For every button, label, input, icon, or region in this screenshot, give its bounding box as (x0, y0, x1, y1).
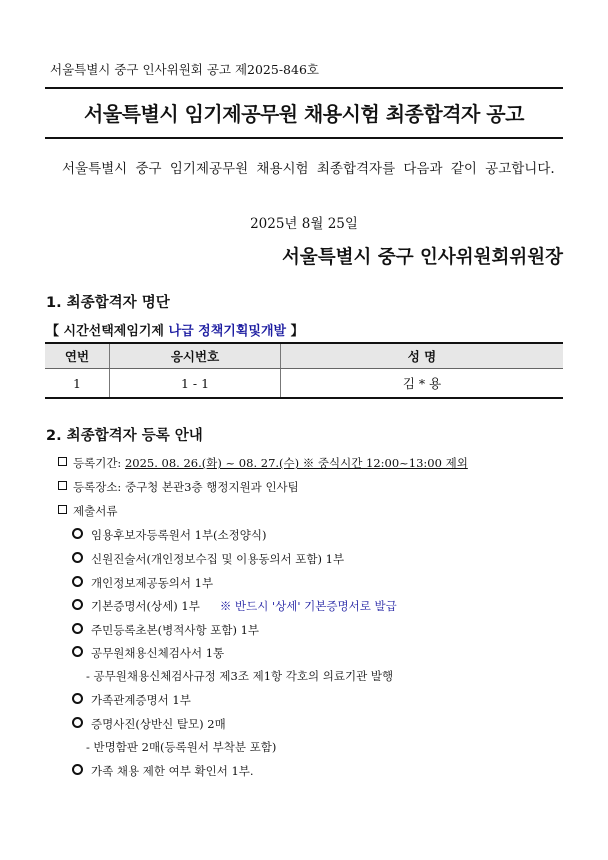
document-text: 기본증명서(상세) 1부 (91, 599, 200, 613)
section2-heading: 2. 최종합격자 등록 안내 (46, 428, 203, 444)
header-exam-number: 응시번호 (110, 343, 281, 369)
document-text: 주민등록초본(병적사항 포함) 1부 (91, 623, 260, 637)
notice-date: 2025년 8월 25일 (250, 216, 358, 232)
document-text: 개인정보제공동의서 1부 (91, 576, 214, 590)
document-sub-note: - 반명함판 2매(등록원서 부착분 포함) (86, 740, 277, 754)
section1-heading: 1. 최종합격자 명단 (46, 295, 170, 311)
list-item (72, 692, 191, 708)
category-label (46, 320, 304, 339)
place-text: 등록장소: 중구청 본관3층 행정지원과 인사팀 (73, 480, 299, 494)
circle-bullet-icon (72, 599, 83, 610)
category-field: 정책기획및개발 (193, 324, 287, 339)
document-sub-note: - 공무원채용신체검사규정 제3조 제1항 각호의 의료기관 발행 (86, 669, 394, 683)
square-bullet-icon (58, 457, 67, 466)
square-bullet-icon (58, 505, 67, 514)
table-row (45, 369, 563, 399)
circle-bullet-icon (72, 576, 83, 587)
period-value: 2025. 08. 26.(화) ~ 08. 27.(수) ※ 중식시간 12:00~13:00 제외 (124, 456, 468, 470)
cell-no: 1 (45, 369, 110, 399)
period-label: 등록기간: (73, 456, 125, 470)
list-item (72, 575, 213, 591)
category-close: 】 (286, 324, 304, 339)
circle-bullet-icon (72, 693, 83, 704)
document-text: 임용후보자등록원서 1부(소정양식) (91, 528, 267, 542)
cell-name: 김 * 용 (281, 369, 564, 399)
header-no: 연번 (45, 343, 110, 369)
list-item (72, 716, 226, 732)
document-text: 공무원채용신체검사서 1통 (91, 646, 225, 660)
registration-place (58, 479, 299, 495)
page-title: 서울특별시 임기제공무원 채용시험 최종합격자 공고 (84, 102, 524, 126)
header-name: 성 명 (281, 343, 564, 369)
circle-bullet-icon (72, 717, 83, 728)
document-note: ※ 반드시 '상세' 기본증명서로 발급 (219, 599, 397, 613)
notice-number: 서울특별시 중구 인사위원회 공고 제2025-846호 (50, 62, 319, 77)
finalists-table (45, 342, 563, 399)
intro-paragraph: 서울특별시 중구 임기제공무원 채용시험 최종합격자를 다음과 같이 공고합니다. (62, 161, 555, 177)
document-text: 신원진술서(개인정보수집 및 이용동의서 포함) 1부 (91, 552, 345, 566)
list-item (72, 527, 266, 543)
list-item (72, 598, 397, 614)
documents-heading (58, 503, 117, 519)
circle-bullet-icon (72, 528, 83, 539)
category-grade: 나급 (168, 324, 194, 339)
title-bottom-rule (45, 137, 563, 139)
circle-bullet-icon (72, 764, 83, 775)
list-item (72, 645, 224, 661)
list-item (72, 763, 254, 779)
table-header-row (45, 343, 563, 369)
document-text: 가족관계증명서 1부 (91, 693, 191, 707)
list-item (72, 622, 259, 638)
cell-exam-number: 1 - 1 (110, 369, 281, 399)
documents-heading-text: 제출서류 (73, 504, 118, 518)
category-open: 【 시간선택제임기제 (46, 324, 169, 339)
list-item (72, 551, 344, 567)
title-top-rule (45, 87, 563, 89)
document-text: 가족 채용 제한 여부 확인서 1부. (91, 764, 254, 778)
circle-bullet-icon (72, 623, 83, 634)
registration-period (58, 455, 468, 471)
circle-bullet-icon (72, 646, 83, 657)
document-text: 증명사진(상반신 탈모) 2매 (91, 717, 226, 731)
issuing-organization: 서울특별시 중구 인사위원회위원장 (282, 247, 563, 268)
square-bullet-icon (58, 481, 67, 490)
circle-bullet-icon (72, 552, 83, 563)
